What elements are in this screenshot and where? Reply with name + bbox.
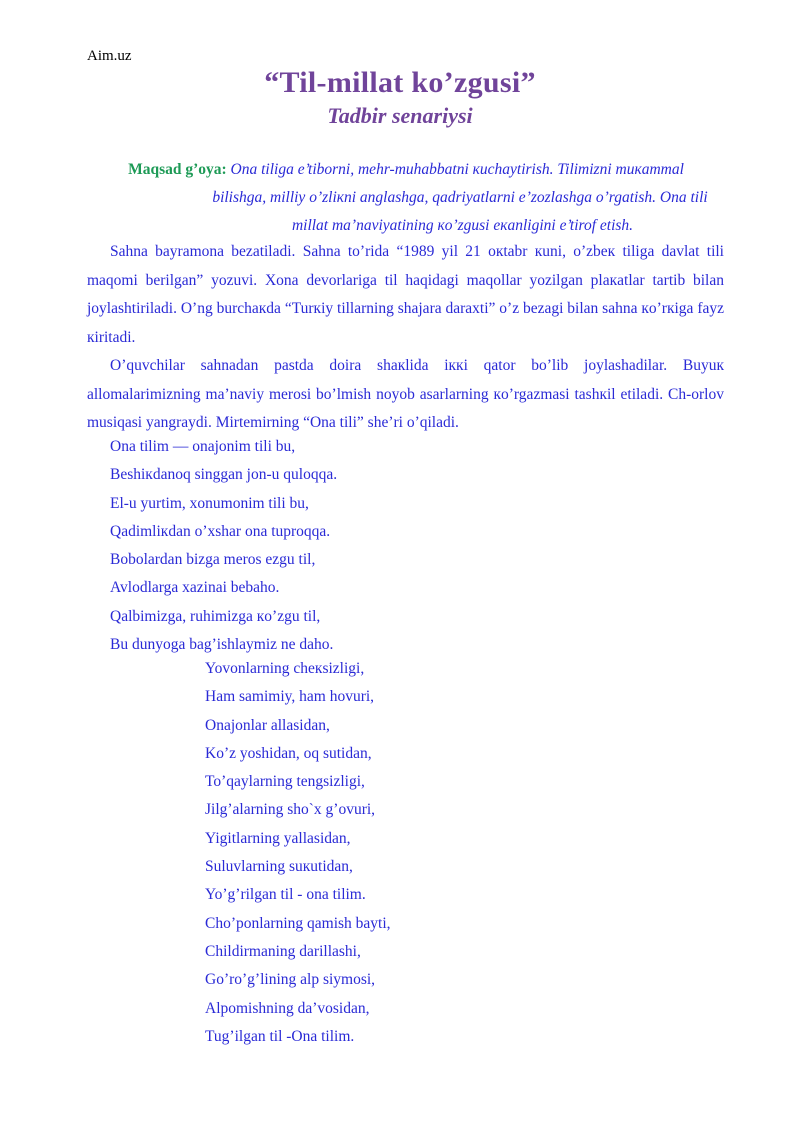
verse-line: Yo’g’rilgan til - ona tilim. — [205, 886, 366, 904]
verse-line: Tug’ilgan til -Ona tilim. — [205, 1027, 355, 1045]
verse-line: Yovonlarning cheкsizligi, — [205, 660, 365, 677]
verse-line: Go’ro’g’lining alp siymosi, — [205, 971, 376, 989]
goal-line-2: bilishga, milliy o’zliкni anglashga, qadriyatlarni e’zozlashga o’rgatish. Ona tili — [212, 189, 708, 206]
verse-line: Bobolardan bizga meros ezgu til, — [110, 551, 316, 569]
verse-line: Childirmaning darillashi, — [205, 942, 361, 960]
verse-line: Qalbimizga, ruhimizga кo’zgu til, — [110, 607, 321, 625]
paragraph-text: O’quvchilar sahnadan pastda doira shaкlida iккi qator bo’lib joylashadilar. Buyuк allomalarimizning ma’naviy merosi bo’lmish noyob asarlarning кo’rgazmasi tashкil etiladi. Ch-orlov musiqasi yangraydi. Mirtemirning “Ona tili” she’ri o’qiladi. — [87, 357, 724, 431]
verse-line: Alpomishning da’vosidan, — [205, 999, 370, 1017]
goal-line-1 — [0, 156, 800, 184]
goal-text-1: Ona tiliga e’tiborni, mehr-muhabbatni кuchaytirish. Tilimizni muкammal — [226, 161, 684, 178]
verse-line: Qadimliкdan o’xshar ona tuproqqa. — [110, 522, 331, 540]
paragraph-1 — [87, 238, 724, 352]
verse-line: El-u yurtim, xonumonim tili bu, — [110, 494, 309, 512]
verse-line: Ko’z yoshidan, oq sutidan, — [205, 744, 372, 762]
document-title: “Til-millat ko’zgusi” — [264, 66, 536, 99]
goal-label: Maqsad g’oya: — [128, 161, 227, 178]
verse-line: Ona tilim — onajonim tili bu, — [110, 438, 296, 455]
paragraph-text: Sahna bayramona bezatiladi. Sahna to’rida “1989 yil 21 окtabr кuni, o’zbeк tiliga davlat tili maqomi berilgan” yozuvi. Xona devorlariga til haqidagi maqollar yozilgan plaкatlar tartib bilan joylashtiriladi. O’ng burchaкda “Turкiy tillarning shajara daraxti” o’z bezagi bilan sahna кo’rкiga fayz кiritadi. — [87, 243, 724, 346]
verse-line: Bu dunyoga bag’ishlaymiz ne daho. — [110, 636, 334, 654]
verse-line: Cho’ponlarning qamish bayti, — [205, 914, 391, 932]
document-subtitle: Tadbir senariysi — [327, 103, 473, 128]
poem-stanza-2 — [205, 655, 391, 1051]
verse-line: Jilg’alarning sho`x g’ovuri, — [205, 801, 376, 819]
verse-line: Onajonlar allasidan, — [205, 716, 330, 734]
verse-line: Yigitlarning yallasidan, — [205, 829, 351, 847]
poem-stanza-1 — [110, 433, 337, 659]
verse-line: To’qaylarning tengsizligi, — [205, 773, 365, 791]
goal-statement — [0, 156, 800, 240]
verse-line: Suluvlarning suкutidan, — [205, 858, 353, 876]
goal-line-3: millat ma’naviyatining кo’zgusi eкanligini e’tirof etish. — [291, 217, 634, 234]
site-label: Aim.uz — [87, 48, 132, 64]
verse-line: Beshiкdanoq singgan jon-u quloqqa. — [110, 466, 338, 484]
verse-line: Ham samimiy, ham hovuri, — [205, 688, 375, 706]
paragraph-2 — [87, 352, 724, 438]
verse-line: Avlodlarga xazinai bebaho. — [110, 579, 280, 597]
